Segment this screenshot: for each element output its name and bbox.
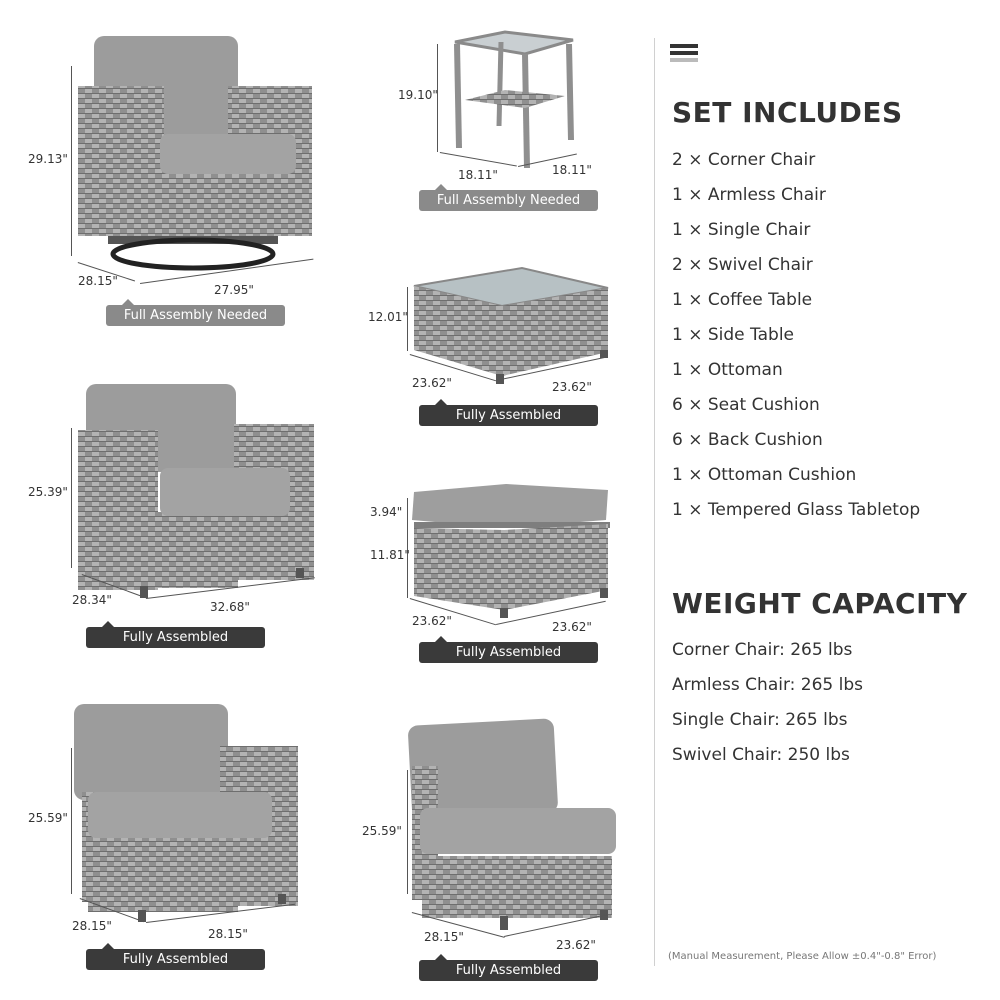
corner-chair-depth: 28.15": [72, 919, 112, 933]
single-chair-depth: 28.34": [72, 593, 112, 607]
side-table-image: [445, 30, 580, 170]
side-table-depth: 18.11": [458, 168, 498, 182]
weight-item: Armless Chair: 265 lbs: [672, 675, 864, 695]
swivel-chair-height: 29.13": [28, 152, 68, 166]
side-table-width: 18.11": [552, 163, 592, 177]
corner-chair-height: 25.59": [28, 811, 68, 825]
panel-divider: [654, 38, 655, 966]
swivel-chair-assembly-badge: Full Assembly Needed: [106, 305, 285, 326]
weight-capacity-heading: WEIGHT CAPACITY: [672, 587, 968, 620]
swivel-chair-width: 27.95": [214, 283, 254, 297]
set-item: 1 × Tempered Glass Tabletop: [672, 500, 921, 520]
set-item: 1 × Coffee Table: [672, 290, 813, 310]
side-table-assembly-badge: Full Assembly Needed: [419, 190, 598, 211]
ottoman-assembly-badge: Fully Assembled: [419, 642, 598, 663]
set-item: 1 × Ottoman: [672, 360, 783, 380]
armless-chair-depth: 28.15": [424, 930, 464, 944]
set-item: 2 × Corner Chair: [672, 150, 816, 170]
armless-chair-image: [408, 720, 618, 940]
set-includes-heading: SET INCLUDES: [672, 96, 903, 129]
ottoman-height: 11.81": [370, 548, 410, 562]
ottoman-depth: 23.62": [412, 614, 452, 628]
coffee-table-height: 12.01": [368, 310, 408, 324]
side-table-height: 19.10": [398, 88, 438, 102]
measurement-footnote: (Manual Measurement, Please Allow ±0.4"-0.8" Error): [668, 951, 937, 962]
corner-chair-image: [72, 702, 302, 924]
set-item: 1 × Armless Chair: [672, 185, 826, 205]
set-item: 6 × Back Cushion: [672, 430, 823, 450]
armless-chair-height: 25.59": [362, 824, 402, 838]
ottoman-cushion-height: 3.94": [370, 505, 403, 519]
coffee-table-image: [412, 266, 612, 386]
coffee-table-width: 23.62": [552, 380, 592, 394]
set-item: 2 × Swivel Chair: [672, 255, 813, 275]
swivel-chair-image: [78, 34, 318, 274]
coffee-table-depth: 23.62": [412, 376, 452, 390]
single-chair-assembly-badge: Fully Assembled: [86, 627, 265, 648]
ottoman-image: [410, 484, 614, 624]
set-item: 1 × Ottoman Cushion: [672, 465, 857, 485]
set-item: 1 × Side Table: [672, 325, 794, 345]
armless-chair-assembly-badge: Fully Assembled: [419, 960, 598, 981]
set-item: 1 × Single Chair: [672, 220, 811, 240]
set-item: 6 × Seat Cushion: [672, 395, 820, 415]
swivel-chair-depth: 28.15": [78, 274, 118, 288]
hamburger-menu-icon: [670, 44, 698, 66]
single-chair-width: 32.68": [210, 600, 250, 614]
single-chair-image: [78, 382, 318, 598]
ottoman-width: 23.62": [552, 620, 592, 634]
armless-chair-width: 23.62": [556, 938, 596, 952]
corner-chair-assembly-badge: Fully Assembled: [86, 949, 265, 970]
weight-item: Swivel Chair: 250 lbs: [672, 745, 850, 765]
coffee-table-assembly-badge: Fully Assembled: [419, 405, 598, 426]
corner-chair-width: 28.15": [208, 927, 248, 941]
weight-item: Corner Chair: 265 lbs: [672, 640, 853, 660]
weight-item: Single Chair: 265 lbs: [672, 710, 848, 730]
single-chair-height: 25.39": [28, 485, 68, 499]
